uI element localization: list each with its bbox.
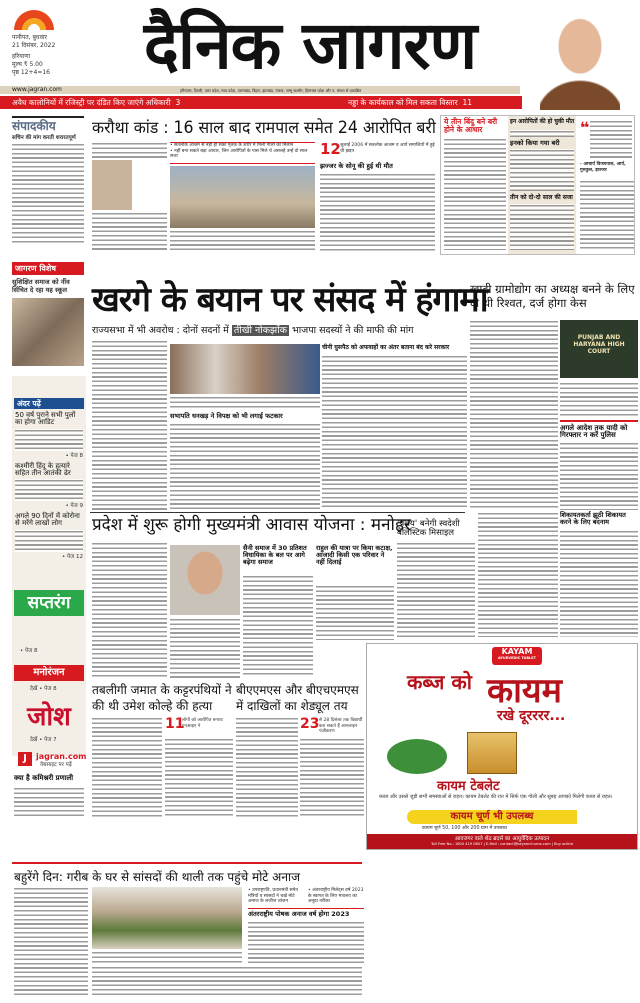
jagran-com-link[interactable]: jagran.com — [36, 752, 87, 761]
jagran-com-icon: J — [18, 752, 32, 766]
lead-headline[interactable]: खरगे के बयान पर संसद में हंगामा — [92, 280, 488, 320]
dhankhar-subhead: सभापति धनखड़ ने विपक्ष को भी लगाई फटकार — [170, 412, 283, 420]
pradesh-headline[interactable]: प्रदेश में शुरू होगी मुख्यमंत्री आवास योजना : मनोहर — [92, 515, 411, 535]
pages: पृष्ठ 12+4=16 — [12, 69, 50, 77]
kayam-ad[interactable] — [366, 643, 638, 850]
millet-lunch-photo — [92, 887, 242, 949]
website-link[interactable]: www.jagran.com — [12, 86, 62, 93]
parliament-photo — [170, 344, 320, 394]
quote-icon: ❝ — [580, 118, 590, 137]
box-sentence-title: तीन को दो-दो साल की सजा — [510, 194, 573, 201]
logo-sun-icon — [14, 10, 54, 30]
leader-photo — [540, 12, 620, 110]
ad-tagline: रखे दूरररर... — [497, 708, 566, 724]
court-photo: PUNJAB AND HARYANA HIGH COURT — [560, 320, 638, 378]
ad-headline-brand: कायम — [487, 671, 562, 711]
pralay-headline[interactable]: 'प्रलय' बनेगी स्वदेशी बैलिस्टिक मिसाइल — [397, 519, 460, 538]
lead-deck: राज्यसभा में भी अवरोध : दोनों सदनों में तीखी नोकझोंक भाजपा सदस्यों ने की माफी की मांग — [92, 325, 414, 336]
tabligi-headline[interactable]: तबलीगी जमात के कट्टरपंथियों ने की थी उमेश कोल्हे की हत्या — [92, 683, 232, 713]
kayam-pack-icon — [467, 732, 517, 774]
khadi-headline[interactable]: खादी ग्रामोद्योग का अध्यक्ष बनने के लिए दी थी रिश्वत, दर्ज होगा केस — [470, 282, 635, 311]
price: मूल्य ₹ 5.00 — [12, 61, 43, 69]
school-photo — [12, 298, 84, 366]
editorial-heading: संपादकीय — [12, 119, 56, 133]
edition: हरियाणा — [12, 53, 31, 61]
bams-number-text: से 28 दिसंबर तक विद्यार्थी करा सकते हैं आनलाइन पंजीकरण — [319, 718, 363, 735]
bams-headline[interactable]: बीएएमएस और बीएचएमएस में दाखिलों का शेड्यूल तय — [236, 683, 359, 713]
andar-item[interactable]: अगले 90 दिनों में कोरोना से मरेंगे लाखों लोग • पेज 12 — [15, 512, 83, 560]
masthead-title: दैनिक जागरण — [143, 7, 477, 84]
khadi-subhead: अगले आदेश तक यादी को गिरफ्तार न करें पुलिस — [560, 420, 638, 440]
ashram-photo — [170, 166, 315, 228]
stat-number: 12 — [320, 140, 341, 158]
top-bullet: • नहीं बना सकते बड़ा आधार, जिन आरोपितों के पास मिले थे असलहे उन्हें दो साल सजा — [170, 148, 308, 160]
churna-banner: कायम चूर्ण भी उपलब्ध — [407, 810, 577, 824]
bottom-bullet: • अंतरराष्ट्रीय मिलेट्स वर्ष 2023 के स्वागत के लिए मंत्रालय का अनूठा तरीका — [308, 888, 364, 905]
rampal-photo — [92, 160, 132, 210]
quote-attribution: - आचार्य विजयपाल, आर्य, गुरुकुल, झज्जर — [580, 162, 626, 173]
churna-sizes: कायम चूर्ण 50, 100 और 200 ग्राम में उपलब्ध — [422, 826, 507, 831]
top-subhead: झज्जर के सोनू की हुई थी मौत — [320, 162, 393, 170]
teaser-link[interactable]: नड्डा के कार्यकाल को मिल सकता विस्तार 11 — [348, 98, 472, 107]
tabligi-number-text: लोगों को आरोपित बनाया एनआइए ने — [182, 718, 223, 729]
kayam-logo: KAYAM AYURVEDIC TABLET — [492, 647, 542, 665]
teaser-bar — [0, 96, 522, 109]
ad-contact: Toll Free No.: 1800 419 0807 | E-Mail : contact@kayamchurna.com | Buy online — [430, 842, 574, 846]
box-acquitted-title: इनको किया गया बरी — [510, 139, 560, 147]
saptrang-logo[interactable]: सप्तरंग — [14, 590, 84, 616]
bottom-subhead: अंतरराष्ट्रीय पोषक अनाज वर्ष होगा 2023 — [248, 910, 350, 918]
josh-logo[interactable]: जोश — [27, 702, 71, 732]
jagran-vishesh-label: जागरण विशेष — [12, 262, 84, 275]
top-bullet: • सतलोक आश्रम से नहीं हो सका मृतक के शरीर में मिली गोली का मिलान — [170, 143, 294, 148]
bottom-headline[interactable]: बहुरेंगे दिन: गरीब के घर से सांसदों की थाली तक पहुंचे मोटे अनाज — [14, 870, 301, 884]
box-dead-title: इन आरोपितों की हो चुकी मौत — [510, 118, 575, 125]
andar-padhe-label: अंदर पढ़ें — [14, 398, 84, 409]
jagran-com-sub: वेबसाइट पर पढ़ें — [40, 762, 72, 768]
editions-line: हरियाणा, दिल्ली, उत्तर प्रदेश, मध्य प्रदेश, उत्तराखंड, बिहार, झारखंड, पंजाब, जम्मू कश्मीर, हिमाचल प्रदेश और प. बंगाल से प्रकाशित — [180, 88, 362, 93]
deck-highlight: तीखी नोकझोंक — [233, 325, 287, 336]
bams-number: 23 — [300, 716, 320, 732]
box-reasons-title: ये तीन बिंदु बने बरी होने के आधार — [444, 117, 498, 134]
ad-footer: आवजगर वाले शेठ ब्रदर्स का आयुर्वेदिक उत्पादन — [454, 836, 550, 842]
rahul-subhead: राहुल की यात्रा पर किया कटाक्ष, आजादी किसी एक परिवार ने नहीं दिलाई — [316, 544, 393, 566]
dateline-day: पानीपत, बुधवार — [12, 34, 47, 41]
josh-page: देखें • पेज 7 — [30, 737, 57, 743]
andar-item[interactable]: कश्मीरी हिंदू के हत्यारे सहित तीन आतंकी ढेर • पेज 9 — [15, 461, 83, 510]
saptrang-page: • पेज 8 — [20, 648, 38, 654]
ad-headline: कब्ज को — [407, 670, 472, 694]
tabligi-number: 11 — [165, 716, 185, 732]
dateline-date: 21 दिसंबर, 2022 — [12, 42, 56, 50]
teaser-link[interactable]: अवैध कालोनियों में रजिस्ट्री पर दंडित किए जाएंगे अधिकारी 3 — [12, 98, 181, 107]
manoranjan-logo[interactable]: मनोरंजन — [14, 665, 84, 681]
editorial-item: सचिन की मांग करती शरारतपूर्ण — [12, 134, 76, 141]
khadi-subhead-2: शिकायतकर्ता झूठी शिकायत करने के लिए बदनाम — [560, 511, 626, 526]
top-headline[interactable]: करौथा कांड : 16 साल बाद रामपाल समेत 24 आरोपित बरी — [92, 118, 436, 137]
manoranjan-page: देखें • पेज 8 — [30, 686, 57, 692]
vishesh-item[interactable]: सुशिक्षित समाज को नींव सिंचित दे रहा यह स्कूल — [12, 278, 70, 295]
ad-body: कब्ज और उससे जुड़ी सभी समस्याओं से राहत। कायम टेबलेट की रात में सिर्फ एक गोली और सुबह आपको मिलेगी कब्ज से राहत। — [379, 794, 613, 800]
china-subhead: चीनी घुसपैठ को अफवाहों का अंतर बताना बंद करे सरकार — [322, 344, 450, 351]
product-name: कायम टेबलेट — [437, 779, 500, 794]
bottom-bullet: • उपराष्ट्रपति, प्रधानमंत्री समेत मंत्रियों व सांसदों ने चखे मोटे अनाज के लजीज व्यंजन — [248, 888, 298, 905]
saini-subhead: सैनी समाज में 30 प्रतिशत विधायिका के बल पर आगे बढ़ेगा समाज — [243, 544, 307, 566]
manohar-photo — [170, 545, 240, 615]
web-story-title[interactable]: क्या है कमिश्नरी प्रणाली — [14, 774, 74, 782]
stat-text: जुलाई 2006 में सतलोक आश्रम व आर्य समाजियों में हुई थी झड़प — [340, 143, 435, 154]
leaf-icon — [387, 739, 447, 774]
andar-item[interactable]: 50 वर्ष पुराने सभी पुलों का होगा आडिट • पेज 8 — [15, 411, 83, 459]
